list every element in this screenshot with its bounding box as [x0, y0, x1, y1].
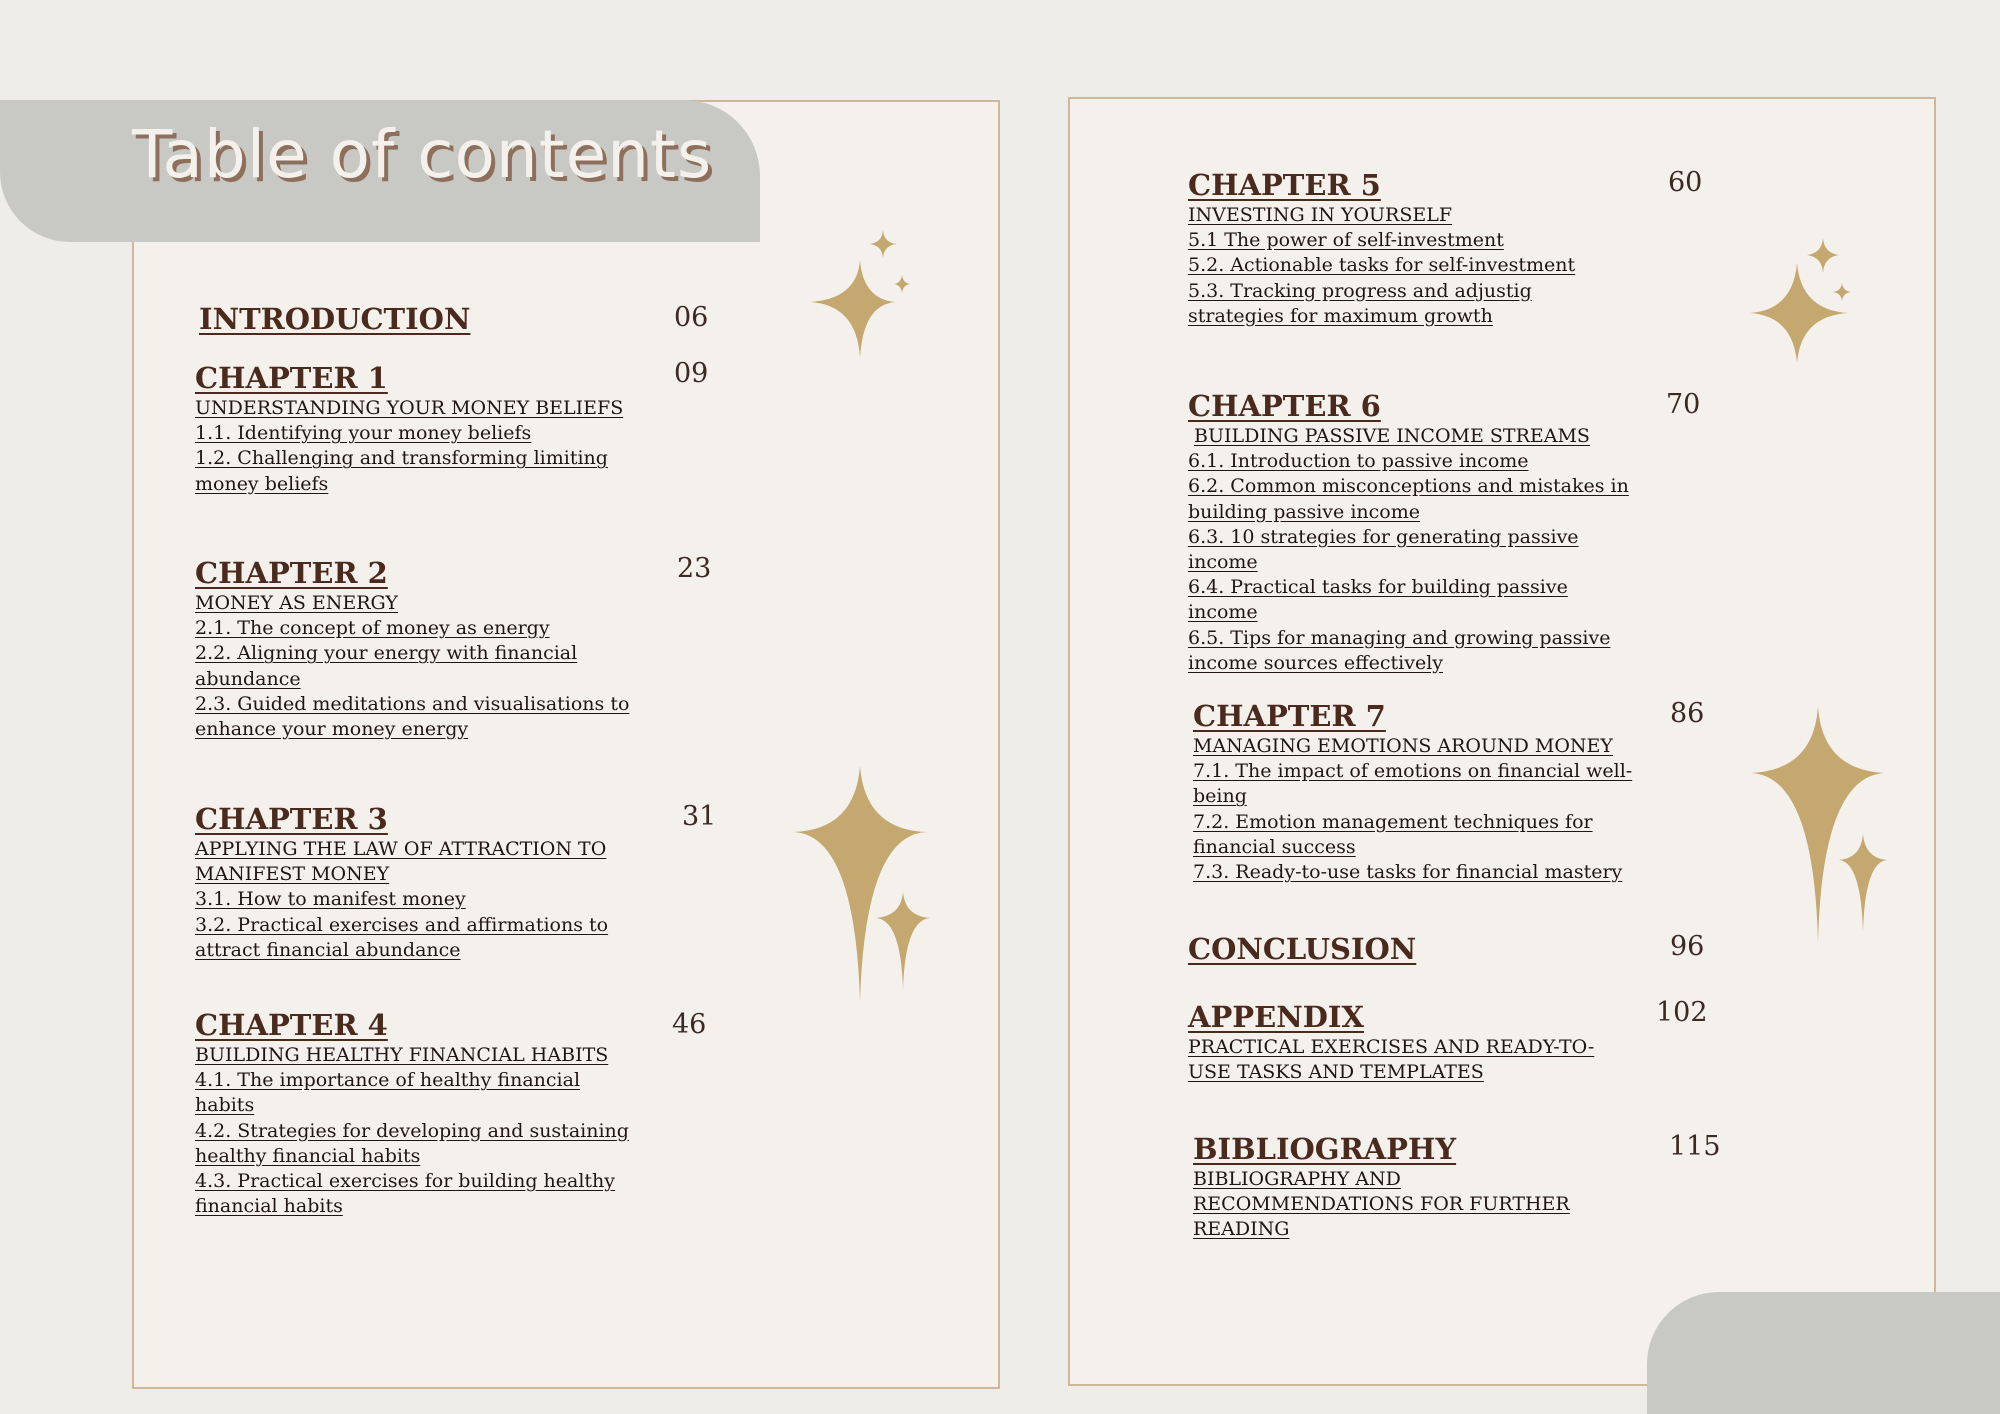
- page-title: Table of contents: [132, 116, 713, 193]
- page-number: 60: [1668, 167, 1703, 198]
- page-number: 09: [674, 358, 709, 389]
- chapter-subtitle[interactable]: UNDERSTANDING YOUR MONEY BELIEFS: [195, 397, 624, 419]
- toc-item[interactable]: 3.1. How to manifest money: [195, 888, 466, 911]
- toc-chapter-3[interactable]: [195, 801, 645, 963]
- toc-item[interactable]: 4.3. Practical exercises for building healthy financial habits: [195, 1170, 616, 1218]
- page-number: 31: [682, 801, 717, 832]
- chapter-heading[interactable]: CHAPTER 7: [1193, 699, 1386, 733]
- sparkle-icon: [876, 892, 930, 990]
- chapter-subtitle[interactable]: APPLYING THE LAW OF ATTRACTION TO MANIFEST MONEY: [195, 838, 607, 886]
- section-heading[interactable]: INTRODUCTION: [199, 302, 471, 336]
- chapter-heading[interactable]: CHAPTER 5: [1188, 168, 1381, 202]
- chapter-heading[interactable]: CHAPTER 1: [195, 361, 388, 395]
- section-heading[interactable]: BIBLIOGRAPHY: [1193, 1132, 1457, 1166]
- toc-item[interactable]: 2.2. Aligning your energy with financial abundance: [195, 642, 578, 690]
- chapter-heading[interactable]: CHAPTER 6: [1188, 389, 1381, 423]
- chapter-subtitle[interactable]: INVESTING IN YOURSELF: [1188, 204, 1453, 226]
- chapter-heading[interactable]: CHAPTER 3: [195, 802, 388, 836]
- sparkle-icon: [793, 766, 927, 1002]
- toc-chapter-4[interactable]: [195, 1007, 645, 1219]
- toc-item[interactable]: 7.2. Emotion management techniques for financial success: [1193, 810, 1593, 858]
- toc-item[interactable]: 5.3. Tracking progress and adjustig strategies for maximum growth: [1188, 279, 1532, 327]
- sparkle-cluster-mid-left: [790, 762, 940, 1006]
- section-subtitle[interactable]: BIBLIOGRAPHY AND RECOMMENDATIONS FOR FURTHER READING: [1193, 1168, 1570, 1241]
- section-heading[interactable]: CONCLUSION: [1188, 932, 1417, 966]
- sparkle-icon: [1807, 238, 1839, 273]
- chapter-heading[interactable]: CHAPTER 4: [195, 1008, 388, 1042]
- toc-item[interactable]: 7.1. The impact of emotions on financial well-being: [1193, 760, 1633, 808]
- toc-item[interactable]: 6.1. Introduction to passive income: [1188, 450, 1529, 473]
- toc-bibliography[interactable]: [1193, 1131, 1623, 1243]
- toc-chapter-6[interactable]: [1188, 388, 1633, 676]
- corner-decoration: [1647, 1292, 2000, 1414]
- toc-item[interactable]: 2.1. The concept of money as energy: [195, 617, 550, 640]
- toc-item[interactable]: 6.3. 10 strategies for generating passive income: [1188, 525, 1579, 574]
- chapter-subtitle[interactable]: BUILDING HEALTHY FINANCIAL HABITS: [195, 1044, 609, 1066]
- page-number: 06: [674, 302, 709, 333]
- toc-item[interactable]: 7.3. Ready-to-use tasks for financial mastery: [1193, 861, 1623, 884]
- sparkle-cluster-top-right: [1745, 233, 1865, 373]
- page-number: 102: [1656, 997, 1708, 1028]
- toc-chapter-7[interactable]: [1193, 698, 1633, 885]
- sparkle-cluster-top-left: [800, 222, 925, 362]
- chapter-subtitle[interactable]: BUILDING PASSIVE INCOME STREAMS: [1194, 425, 1590, 447]
- toc-item[interactable]: 5.2. Actionable tasks for self-investment: [1188, 254, 1576, 277]
- toc-item[interactable]: 6.5. Tips for managing and growing passive income sources effectively: [1188, 626, 1611, 674]
- toc-appendix[interactable]: [1188, 999, 1628, 1085]
- toc-item[interactable]: 4.2. Strategies for developing and sustaining healthy financial habits: [195, 1119, 629, 1167]
- toc-item[interactable]: 1.2. Challenging and transforming limiting money beliefs: [195, 447, 608, 495]
- sparkle-icon: [1750, 263, 1848, 363]
- toc-item[interactable]: 2.3. Guided meditations and visualisations to enhance your money energy: [195, 692, 630, 741]
- toc-item[interactable]: 6.2. Common misconceptions and mistakes in building passive income: [1188, 475, 1629, 523]
- page-number: 96: [1670, 931, 1705, 962]
- sparkle-icon: [1833, 283, 1851, 301]
- chapter-subtitle[interactable]: MANAGING EMOTIONS AROUND MONEY: [1193, 735, 1613, 757]
- page-number: 46: [672, 1009, 707, 1040]
- sparkle-icon: [810, 260, 895, 358]
- toc-item[interactable]: 6.4. Practical tasks for building passive income: [1188, 576, 1568, 624]
- section-heading[interactable]: APPENDIX: [1188, 1000, 1364, 1034]
- page-number: 115: [1669, 1131, 1721, 1162]
- toc-chapter-2[interactable]: [195, 555, 645, 742]
- toc-conclusion[interactable]: [1188, 931, 1588, 967]
- page-number: 70: [1666, 389, 1701, 420]
- toc-introduction[interactable]: [199, 301, 599, 337]
- sparkle-icon: [1751, 706, 1885, 943]
- sparkle-icon: [1839, 834, 1887, 932]
- chapter-heading[interactable]: CHAPTER 2: [195, 556, 388, 590]
- toc-chapter-5[interactable]: [1188, 167, 1628, 329]
- toc-item[interactable]: 4.1. The importance of healthy financial habits: [195, 1069, 581, 1117]
- section-subtitle[interactable]: PRACTICAL EXERCISES AND READY-TO-USE TASKS AND TEMPLATES: [1188, 1036, 1595, 1084]
- sparkle-cluster-bottom-right: [1745, 702, 1895, 947]
- sparkle-icon: [869, 230, 897, 258]
- toc-item[interactable]: 1.1. Identifying your money beliefs: [195, 422, 532, 445]
- sparkle-icon: [894, 275, 910, 293]
- toc-item[interactable]: 3.2. Practical exercises and affirmations to attract financial abundance: [195, 913, 609, 961]
- page-number: 23: [677, 553, 712, 584]
- page-number: 86: [1670, 698, 1705, 729]
- toc-chapter-1[interactable]: [195, 360, 645, 497]
- toc-item[interactable]: 5.1 The power of self-investment: [1188, 229, 1504, 252]
- chapter-subtitle[interactable]: MONEY AS ENERGY: [195, 592, 398, 614]
